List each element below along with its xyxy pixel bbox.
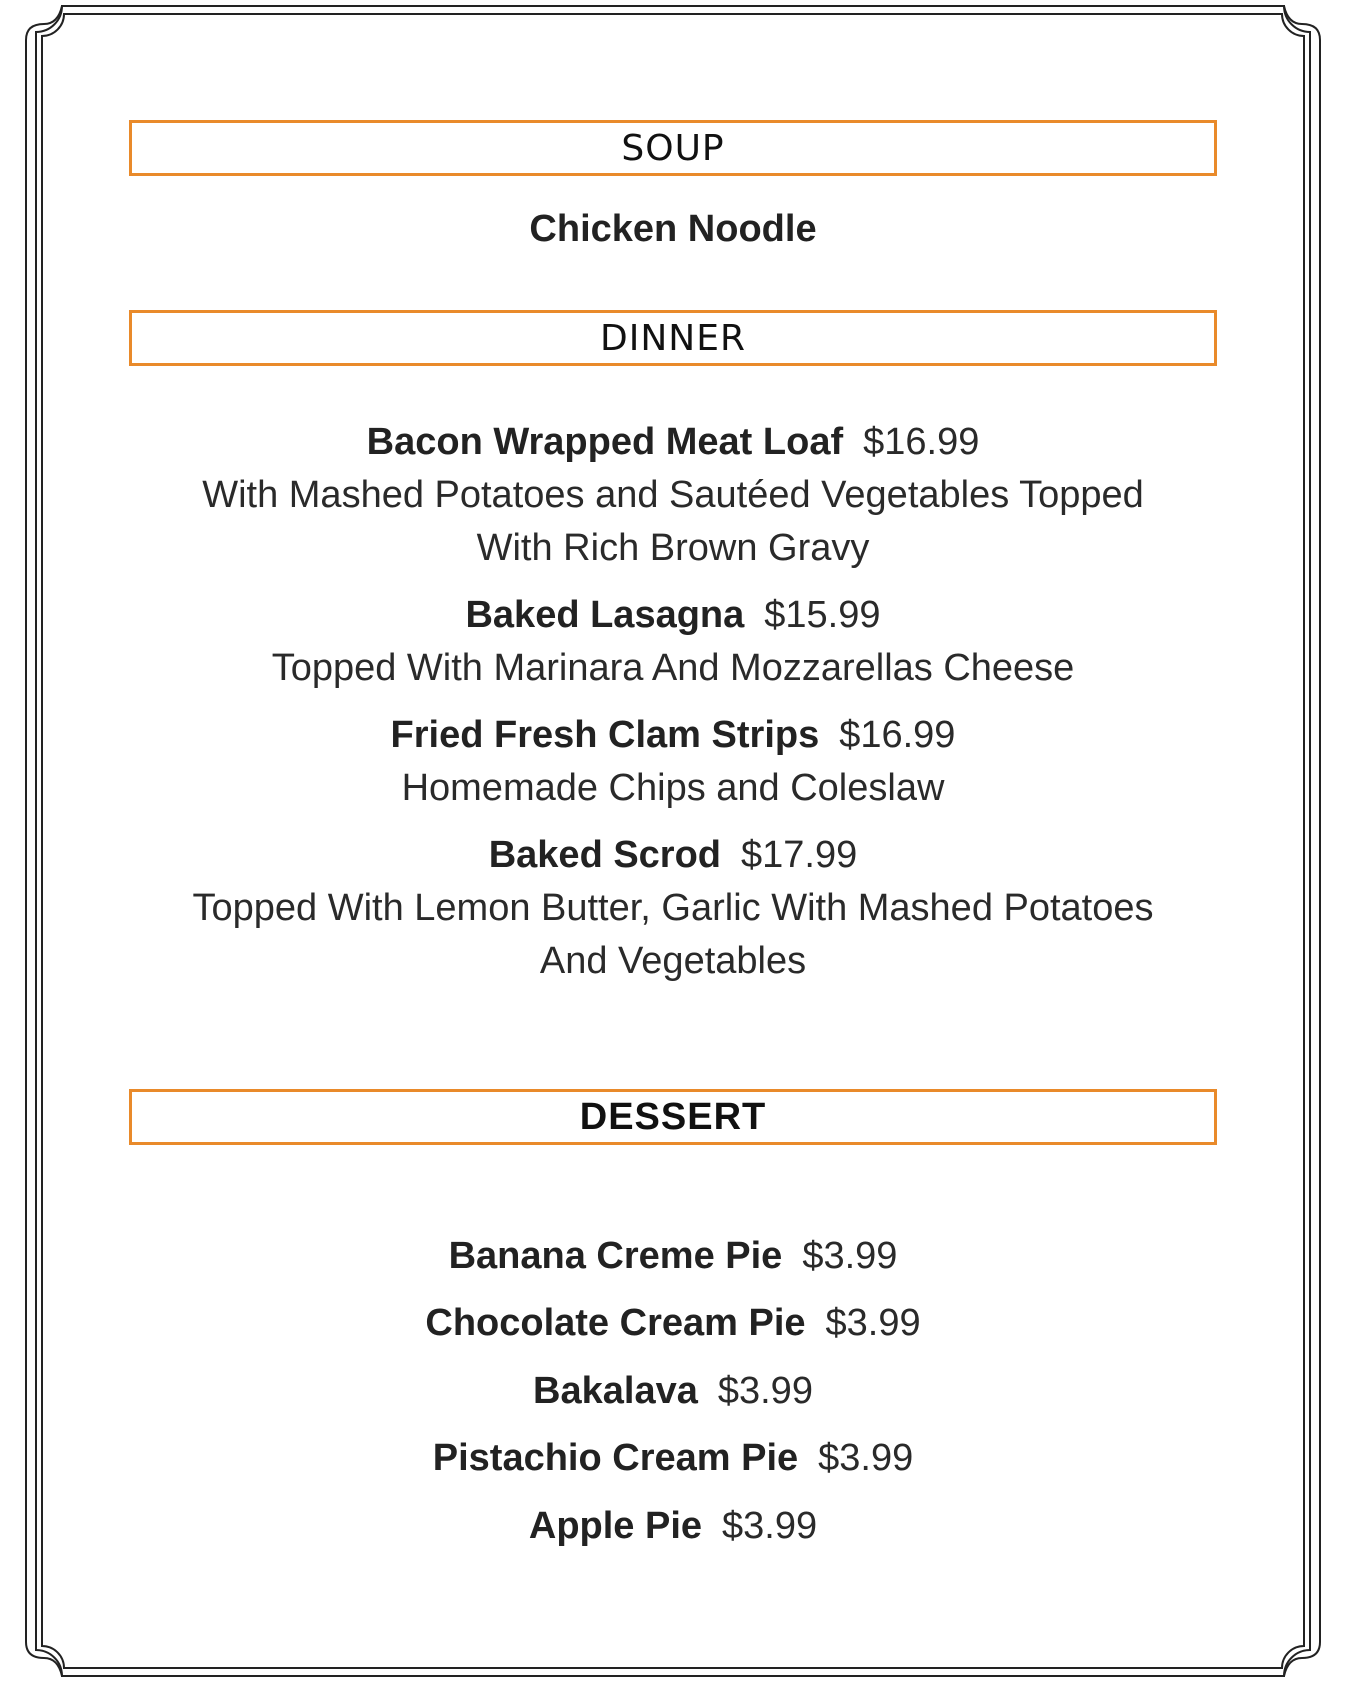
dinner-item-name: Baked Lasagna (465, 594, 745, 636)
dessert-section-header (129, 1089, 1217, 1145)
dessert-item-price: $3.99 (802, 1235, 898, 1277)
dinner-item-description: And Vegetables (539, 940, 807, 982)
dinner-item-description: With Rich Brown Gravy (476, 527, 870, 569)
dessert-item (0, 1369, 1346, 1413)
dinner-item-price: $15.99 (764, 594, 881, 636)
dinner-item-price: $16.99 (863, 421, 980, 463)
dinner-item-name: Baked Scrod (488, 834, 722, 876)
dessert-item-price: $3.99 (825, 1302, 921, 1344)
dessert-item (0, 1234, 1346, 1278)
dessert-item-name: Chocolate Cream Pie (425, 1302, 806, 1344)
dessert-item (0, 1436, 1346, 1480)
dessert-item-name: Apple Pie (528, 1505, 703, 1547)
dinner-item-description: Topped With Lemon Butter, Garlic With Mashed Potatoes (192, 887, 1154, 929)
dessert-item-price: $3.99 (717, 1370, 813, 1412)
soup-section-header (129, 120, 1217, 176)
dessert-item-price: $3.99 (722, 1505, 818, 1547)
dinner-item-scrod (0, 833, 1346, 877)
soup-item-name: Chicken Noodle (529, 208, 817, 250)
dinner-item-description: With Mashed Potatoes and Sautéed Vegetables Topped (202, 474, 1144, 516)
dinner-item-name: Bacon Wrapped Meat Loaf (366, 421, 844, 463)
dessert-item-price: $3.99 (818, 1437, 914, 1479)
dessert-item-name: Bakalava (533, 1370, 698, 1412)
dinner-item-description: Homemade Chips and Coleslaw (401, 767, 945, 809)
dessert-item-name: Banana Creme Pie (448, 1235, 783, 1277)
dessert-item-name: Pistachio Cream Pie (432, 1437, 799, 1479)
dinner-item-meatloaf (0, 420, 1346, 464)
dinner-item-lasagna (0, 593, 1346, 637)
dessert-item (0, 1504, 1346, 1548)
dinner-item-price: $16.99 (839, 714, 956, 756)
dinner-section-header (129, 310, 1217, 366)
dessert-item (0, 1301, 1346, 1345)
soup-item (0, 207, 1346, 251)
dinner-item-clam-strips (0, 713, 1346, 757)
soup-section-title: SOUP (621, 127, 725, 169)
dinner-item-name: Fried Fresh Clam Strips (390, 714, 820, 756)
dinner-item-description: Topped With Marinara And Mozzarellas Cheese (271, 647, 1075, 689)
dinner-item-price: $17.99 (741, 834, 858, 876)
dinner-section-title: DINNER (600, 317, 746, 359)
dessert-section-title: DESSERT (579, 1095, 767, 1138)
